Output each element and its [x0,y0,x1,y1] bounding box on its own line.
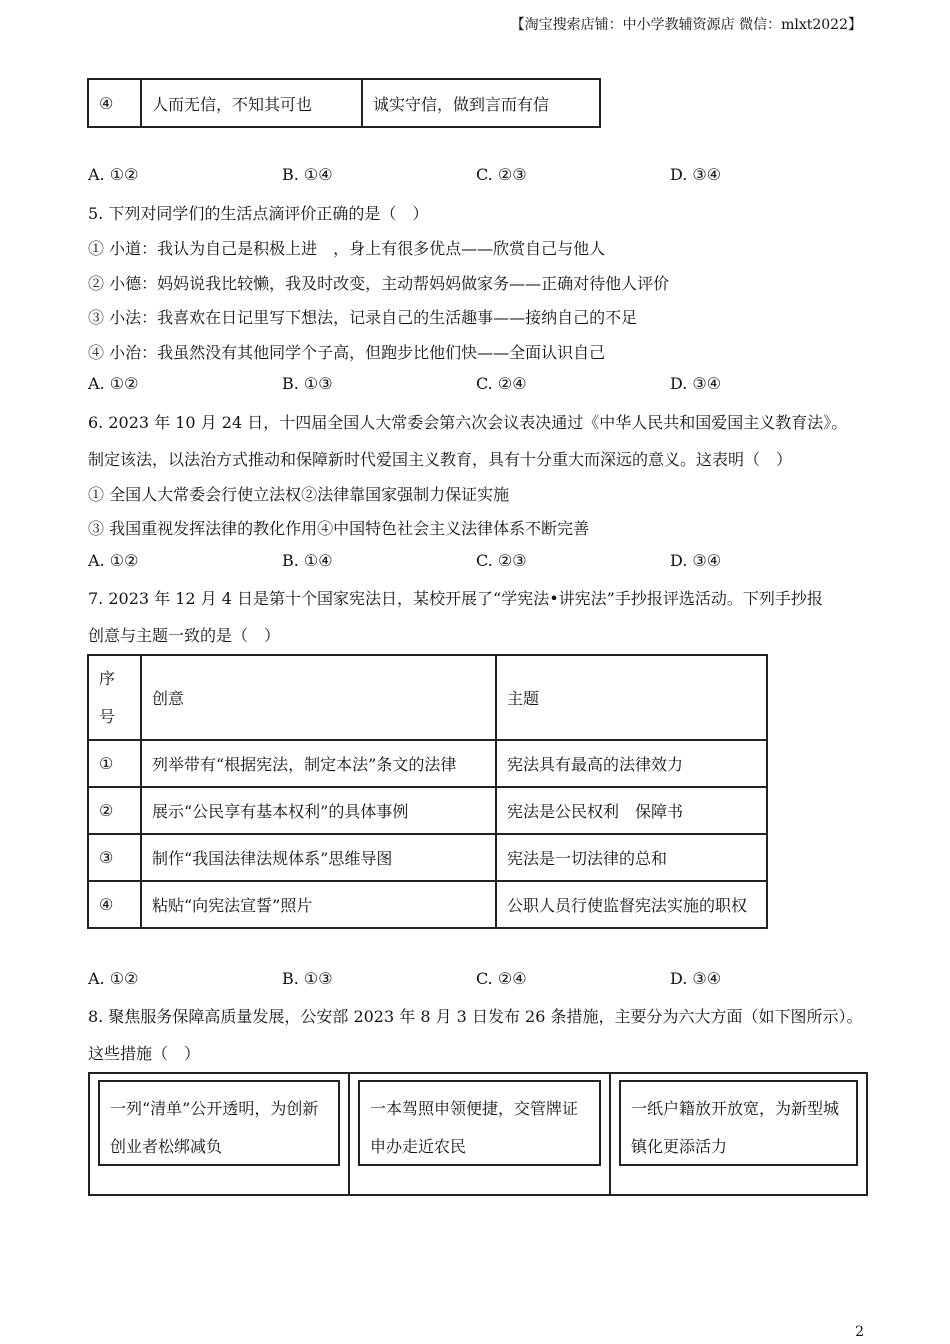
table-row [88,834,767,881]
option-d[interactable]: D. ③④ [670,374,722,393]
table-cell: 制作“我国法律法规体系”思维导图 [141,834,496,881]
table-cell: 宪法具有最高的法律效力 [496,740,767,787]
measure-box: 一本驾照申领便捷，交管牌证申办走近农民 [358,1080,601,1166]
q5-item-1: ① 小道：我认为自己是积极上进 ，身上有很多优点——欣赏自己与他人 [88,239,606,258]
measure-cell [90,1074,350,1194]
q5-item-2: ② 小德：妈妈说我比较懒，我及时改变，主动帮妈妈做家务——正确对待他人评价 [88,274,670,293]
q5-item-4: ④ 小治：我虽然没有其他同学个子高，但跑步比他们快——全面认识自己 [88,343,606,362]
question-7-stem-line1: 7. 2023 年 12 月 4 日是第十个国家宪法日，某校开展了“学宪法•讲宪法”手抄报评选活动。下列手抄报 [88,589,823,608]
option-d[interactable]: D. ③④ [670,165,722,184]
table-cell: 展示“公民享有基本权利”的具体事例 [141,787,496,834]
table-row [88,881,767,928]
option-d[interactable]: D. ③④ [670,969,722,988]
option-c[interactable]: C. ②③ [476,551,527,570]
table-cell: 宪法是一切法律的总和 [496,834,767,881]
table-cell: ① [88,740,141,787]
table-cell: 公职人员行使监督宪法实施的职权 [496,881,767,928]
table-cell: 人而无信，不知其可也 [141,79,362,127]
table-cell: ④ [88,79,141,127]
q6-item-2: ③ 我国重视发挥法律的教化作用④中国特色社会主义法律体系不断完善 [88,519,590,538]
question-8-stem-line1: 8. 聚焦服务保障高质量发展，公安部 2023 年 8 月 3 日发布 26 条措施，主要分为六大方面（如下图所示）。 [88,1007,863,1026]
measure-cell [611,1074,866,1194]
option-b[interactable]: B. ①④ [282,165,333,184]
column-header-theme: 主题 [496,655,767,740]
table-row [88,787,767,834]
option-c[interactable]: C. ②④ [476,969,527,988]
option-a[interactable]: A. ①② [88,165,139,184]
table-cell: 列举带有“根据宪法，制定本法”条文的法律 [141,740,496,787]
page-header: 【淘宝搜索店铺：中小学教辅资源店 微信：mlxt2022】 [510,17,862,33]
option-c[interactable]: C. ②③ [476,165,527,184]
q6-item-1: ① 全国人大常委会行使立法权②法律靠国家强制力保证实施 [88,485,510,504]
option-a[interactable]: A. ①② [88,969,139,988]
column-header-idea: 创意 [141,655,496,740]
table-cell: ② [88,787,141,834]
option-a[interactable]: A. ①② [88,374,139,393]
question-6-stem-line1: 6. 2023 年 10 月 24 日，十四届全国人大常委会第六次会议表决通过《中华人民共和国爱国主义教育法》。 [88,413,848,432]
table-cell: 诚实守信，做到言而有信 [362,79,600,127]
option-b[interactable]: B. ①③ [282,969,333,988]
option-a[interactable]: A. ①② [88,551,139,570]
table-row [88,79,600,127]
question-5-stem: 5. 下列对同学们的生活点滴评价正确的是（ ） [88,204,429,223]
table-cell: ③ [88,834,141,881]
question-8-stem-line2: 这些措施（ ） [88,1044,201,1063]
option-d[interactable]: D. ③④ [670,551,722,570]
option-b[interactable]: B. ①④ [282,551,333,570]
page-number: 2 [855,1324,864,1340]
question-6-stem-line2: 制定该法，以法治方式推动和保障新时代爱国主义教育，具有十分重大而深远的意义。这表明（ ） [88,450,793,469]
q7-table [87,654,768,929]
q5-item-3: ③ 小法：我喜欢在日记里写下想法，记录自己的生活趣事——接纳自己的不足 [88,308,638,327]
table-row [88,740,767,787]
table-header-row [88,655,767,740]
column-header-seq: 序号 [88,655,141,740]
table-cell: ④ [88,881,141,928]
question-7-stem-line2: 创意与主题一致的是（ ） [88,626,281,645]
table-cell: 宪法是公民权利 保障书 [496,787,767,834]
option-b[interactable]: B. ①③ [282,374,333,393]
measures-diagram [88,1072,868,1196]
table-cell: 粘贴“向宪法宣誓”照片 [141,881,496,928]
measure-box: 一列“清单”公开透明，为创新创业者松绑减负 [98,1080,340,1166]
measure-box: 一纸户籍放开放宽，为新型城镇化更添活力 [619,1080,858,1166]
measure-cell [350,1074,611,1194]
top-table [87,78,601,128]
option-c[interactable]: C. ②④ [476,374,527,393]
